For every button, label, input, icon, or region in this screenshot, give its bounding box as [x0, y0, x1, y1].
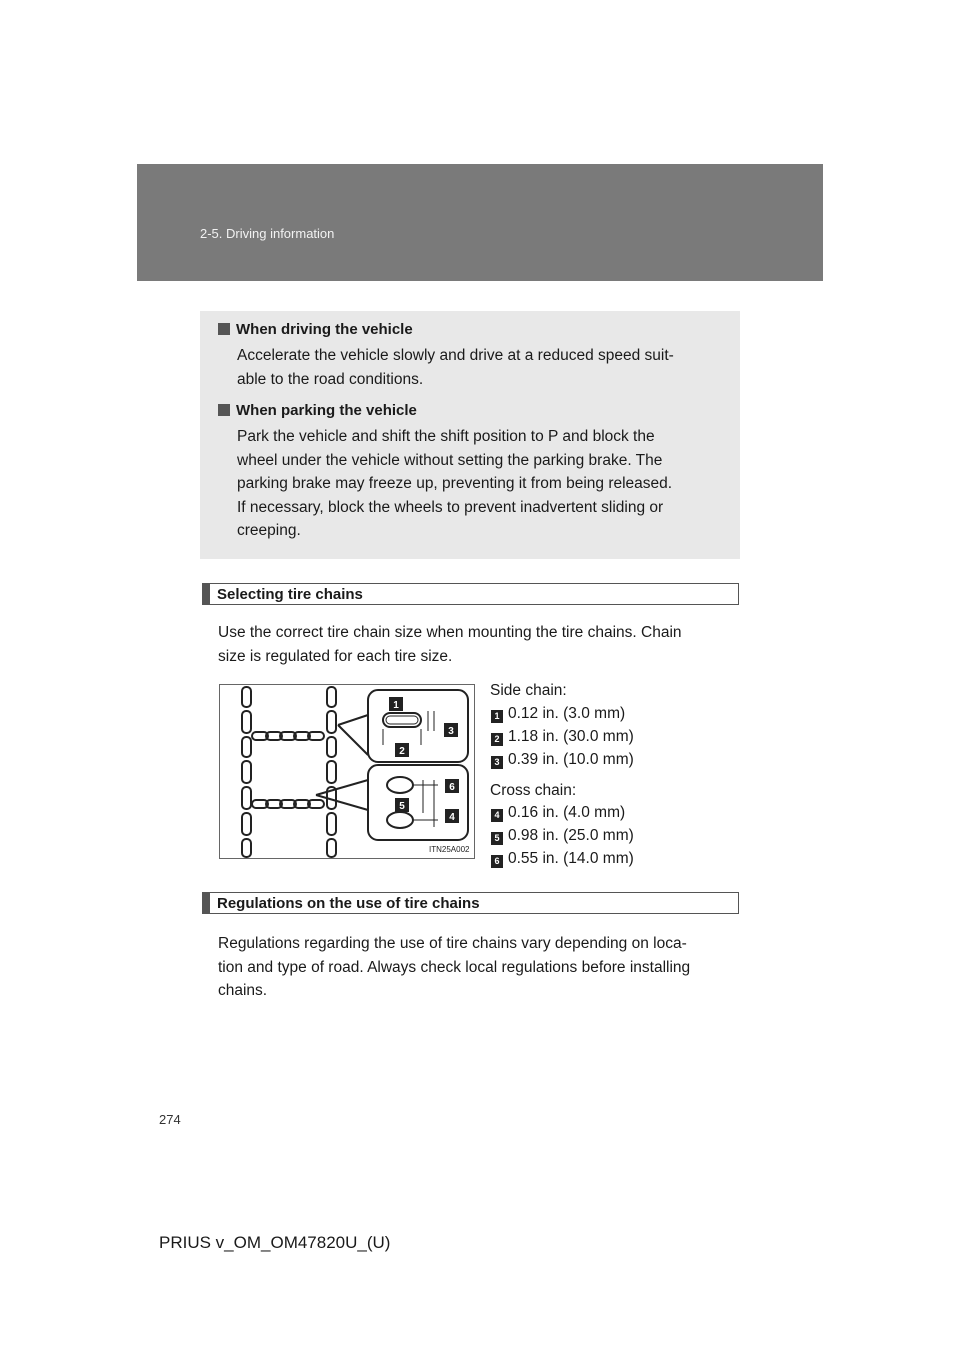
heading-selecting: Selecting tire chains [202, 583, 739, 605]
info-text-driving: Accelerate the vehicle slowly and drive at a reduced speed suit- able to the road conditions. [237, 347, 674, 388]
heading-regulations: Regulations on the use of tire chains [202, 892, 739, 914]
figure-code: ITN25A002 [429, 845, 470, 854]
number-2-icon: 2 [491, 733, 503, 746]
document-code: PRIUS v_OM_OM47820U_(U) [159, 1233, 391, 1252]
cross-chain-label: Cross chain: [490, 782, 577, 799]
spec-item-1: 1 0.12 in. (3.0 mm) [491, 704, 625, 724]
side-chain-label: Side chain: [490, 682, 567, 699]
number-1-icon: 1 [491, 710, 503, 723]
number-6-icon: 6 [491, 855, 503, 868]
spec-item-2: 2 1.18 in. (30.0 mm) [491, 727, 634, 747]
selecting-text: Use the correct tire chain size when mounting the tire chains. Chain size is regulated for each tire size. [218, 624, 682, 665]
number-5-icon: 5 [491, 832, 503, 845]
tire-chain-illustration [220, 685, 474, 858]
header-band [137, 164, 823, 281]
svg-text:4: 4 [449, 812, 455, 823]
number-4-icon: 4 [491, 809, 503, 822]
info-box [200, 311, 740, 559]
spec-item-5: 5 0.98 in. (25.0 mm) [491, 826, 634, 846]
number-3-icon: 3 [491, 756, 503, 769]
svg-text:1: 1 [393, 700, 399, 711]
square-bullet-icon [218, 323, 230, 335]
spec-item-3: 3 0.39 in. (10.0 mm) [491, 750, 634, 770]
tire-chain-figure [219, 684, 475, 859]
section-label: 2-5. Driving information [200, 226, 335, 241]
square-bullet-icon [218, 404, 230, 416]
svg-text:5: 5 [399, 801, 405, 812]
info-title-parking: When parking the vehicle [218, 402, 417, 419]
regulations-text: Regulations regarding the use of tire chains vary depending on loca- tion and type of road. Always check local regulations before installing chains. [218, 935, 691, 999]
spec-item-6: 6 0.55 in. (14.0 mm) [491, 849, 634, 869]
svg-text:3: 3 [448, 726, 454, 737]
page-number: 274 [159, 1112, 181, 1127]
svg-text:2: 2 [399, 746, 405, 757]
svg-text:6: 6 [449, 782, 455, 793]
info-title-driving: When driving the vehicle [218, 321, 413, 338]
spec-item-4: 4 0.16 in. (4.0 mm) [491, 803, 625, 823]
info-text-parking: Park the vehicle and shift the shift position to P and block the wheel under the vehicle without setting the parking brake. The parking brake may freeze up, preventing it from being released. If necessary, block the wheels to prevent inadvertent sliding or creeping. [237, 428, 673, 539]
